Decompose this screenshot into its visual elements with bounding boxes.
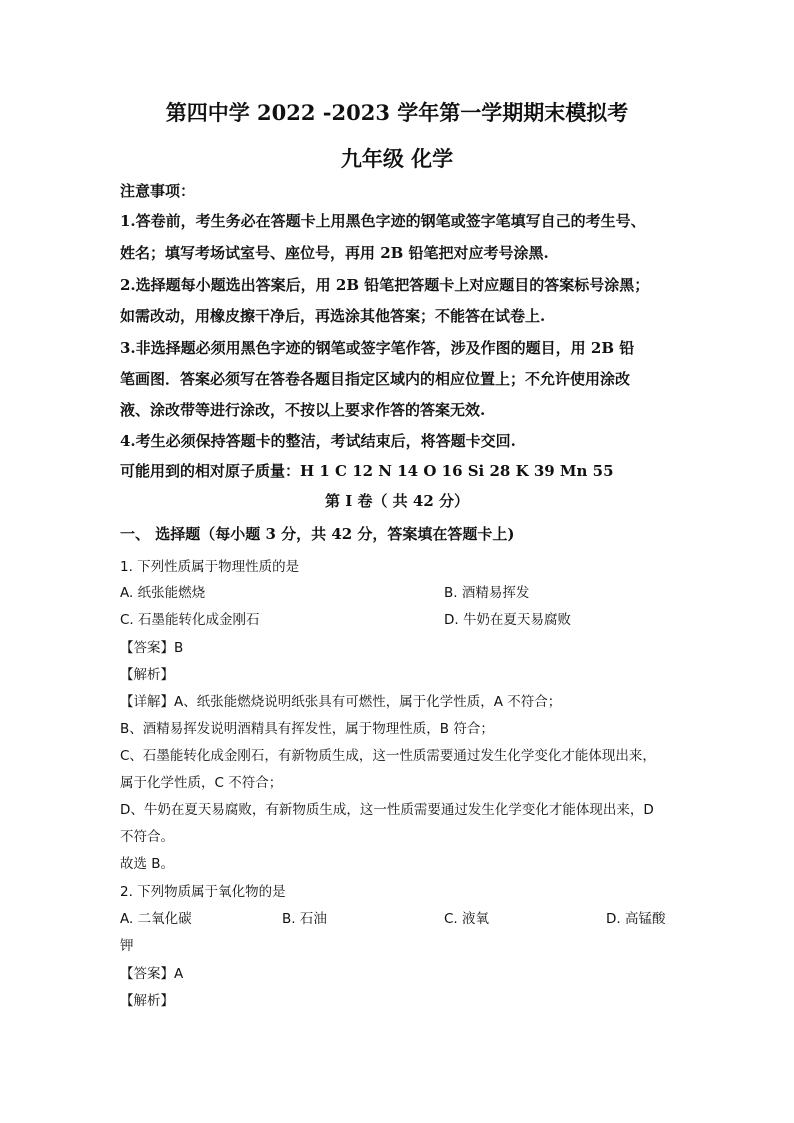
exam-subtitle: 九年级 化学 (340, 146, 454, 171)
analysis-label: 【解析】 (120, 667, 174, 683)
detail-line: C、石墨能转化成金刚石，有新物质生成，这一性质需要通过发生化学变化才能体现出来， (120, 748, 656, 764)
section-heading: 一、 选择题（每小题 3 分，共 42 分，答案填在答题卡上) (120, 525, 515, 543)
detail-line: 【详解】A、纸张能燃烧说明纸张具有可燃性，属于化学性质，A 不符合； (120, 694, 562, 710)
option-a: A. 纸张能燃烧 (120, 585, 206, 601)
option-b: B. 酒精易挥发 (444, 585, 530, 601)
detail-line: 故选 B。 (120, 856, 175, 872)
notes-line: 姓名；填写考场试室号、座位号，再用 2B 铅笔把对应考号涂黑. (120, 244, 549, 262)
notes-line: 1.答卷前，考生务必在答题卡上用黑色字迹的钢笔或签字笔填写自己的考生号、 (120, 212, 646, 230)
option-a: A. 二氧化碳 (120, 911, 192, 927)
notes-heading: 注意事项： (120, 182, 196, 200)
option-d: D. 高锰酸 (606, 911, 666, 927)
question-stem: 2. 下列物质属于氧化物的是 (120, 884, 286, 900)
option-d: D. 牛奶在夏天易腐败 (444, 612, 571, 628)
notes-line: 笔画图．答案必须写在答卷各题目指定区域内的相应位置上；不允许使用涂改 (120, 370, 631, 388)
option-d-wrap: 钾 (120, 938, 134, 954)
detail-line: D、牛奶在夏天易腐败，有新物质生成，这一性质需要通过发生化学变化才能体现出来，D (120, 802, 654, 818)
notes-line: 4.考生必须保持答题卡的整洁，考试结束后，将答题卡交回. (120, 432, 516, 450)
part-title: 第 I 卷（ 共 42 分） (324, 492, 469, 510)
detail-line: 属于化学性质，C 不符合； (120, 775, 283, 791)
option-c: C. 石墨能转化成金刚石 (120, 612, 260, 628)
notes-line: 3.非选择题必须用黑色字迹的钢笔或签字笔作答，涉及作图的题目，用 2B 铅 (120, 339, 635, 357)
analysis-label: 【解析】 (120, 993, 174, 1009)
atomic-mass-line: 可能用到的相对原子质量：H 1 C 12 N 14 O 16 Si 28 K 39 Mn 55 (120, 462, 614, 480)
notes-line: 2.选择题每小题选出答案后，用 2B 铅笔把答题卡上对应题目的答案标号涂黑； (120, 276, 650, 294)
question-stem: 1. 下列性质属于物理性质的是 (120, 559, 300, 575)
notes-line: 如需改动，用橡皮擦干净后，再选涂其他答案；不能答在试卷上. (120, 307, 546, 325)
detail-line: B、酒精易挥发说明酒精具有挥发性，属于物理性质，B 符合； (120, 721, 494, 737)
answer-label: 【答案】B (120, 640, 184, 656)
notes-line: 液、涂改带等进行涂改，不按以上要求作答的答案无效. (120, 401, 486, 419)
answer-label: 【答案】A (120, 966, 184, 982)
detail-line: 不符合。 (120, 829, 174, 845)
option-c: C. 液氧 (444, 911, 490, 927)
exam-title: 第四中学 2022 -2023 学年第一学期期末模拟考 (165, 100, 629, 125)
option-b: B. 石油 (282, 911, 327, 927)
